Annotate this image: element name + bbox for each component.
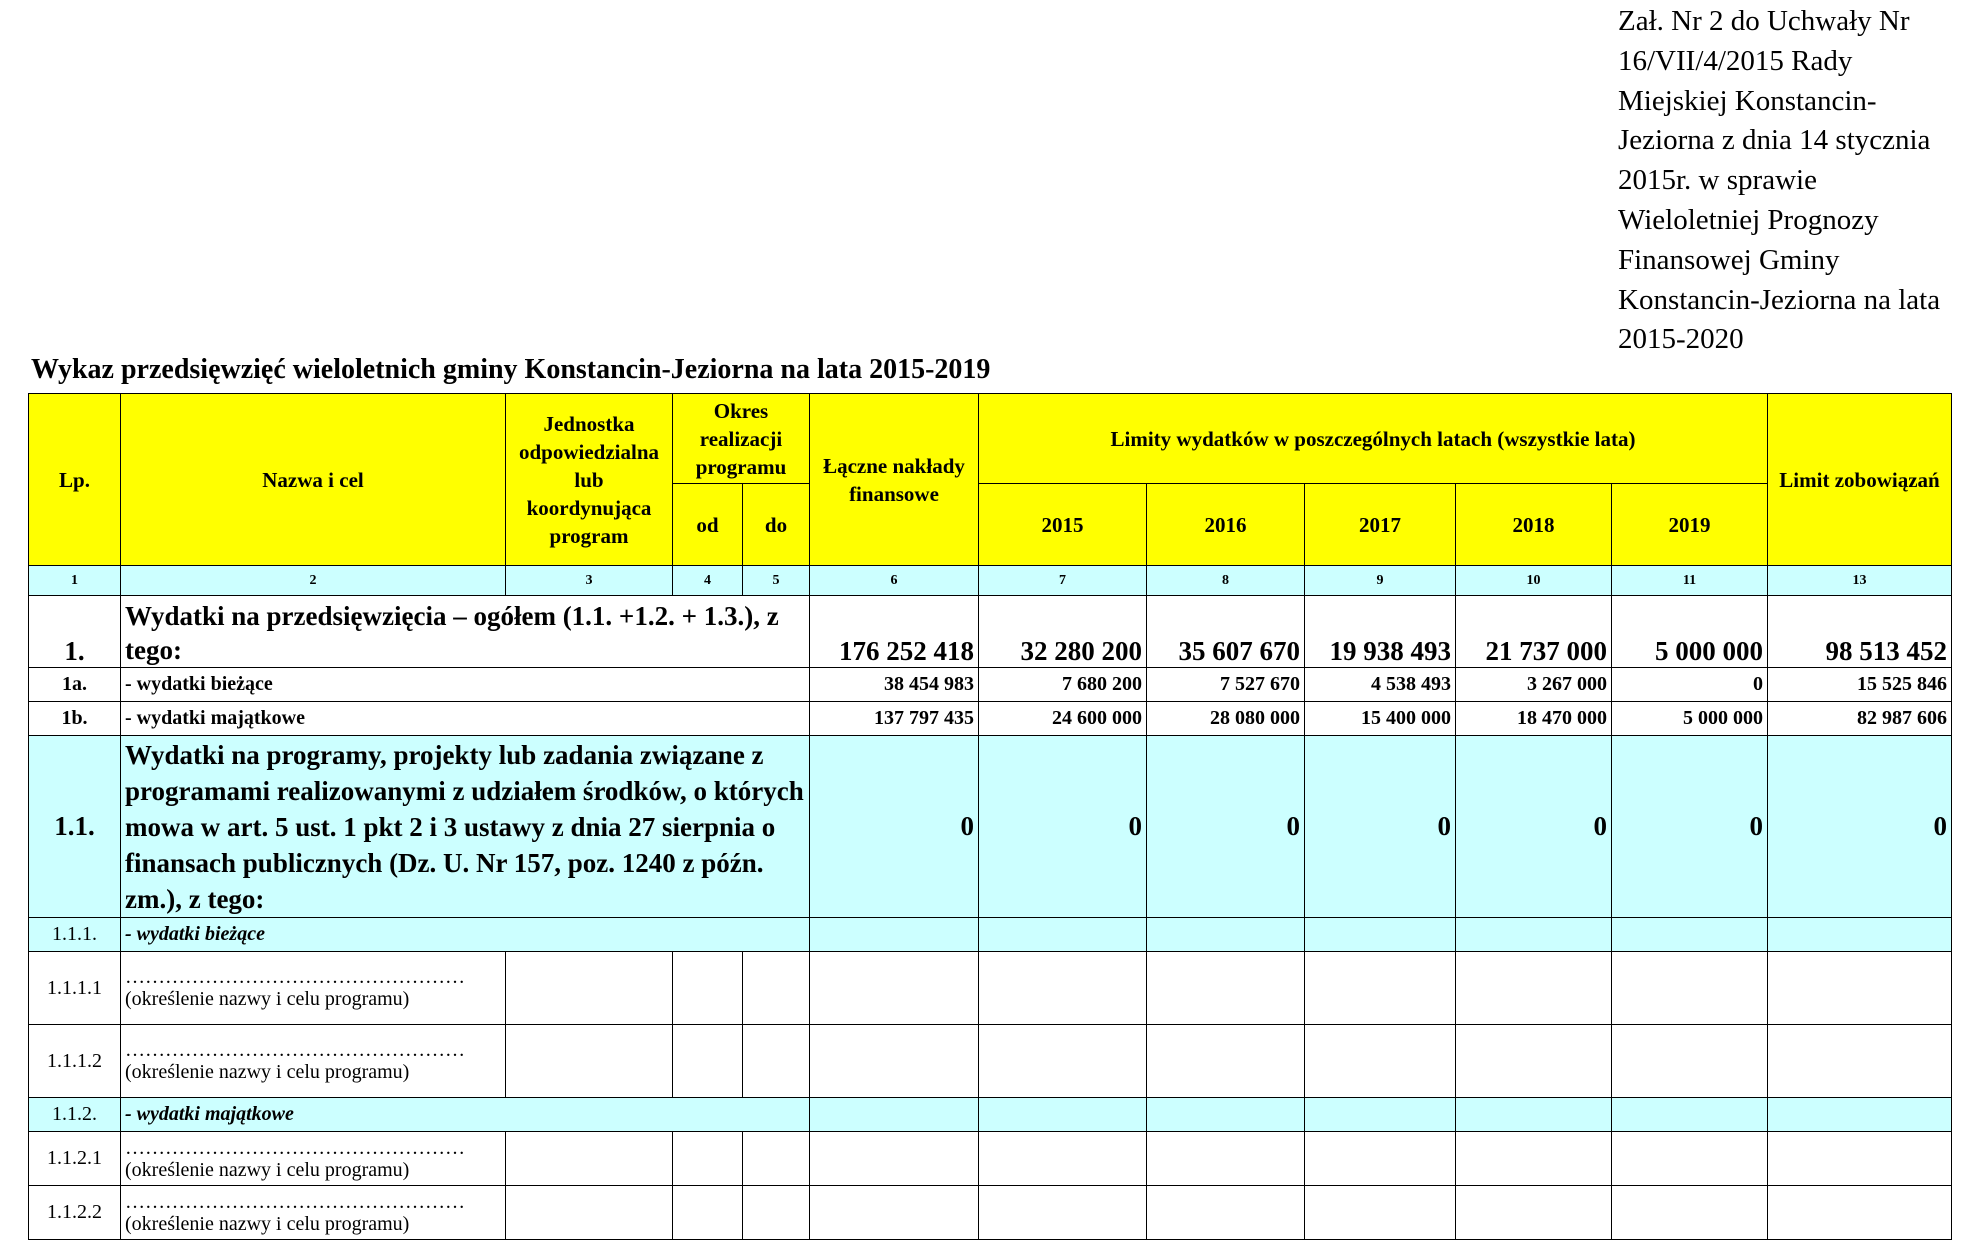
value-cell: 24 600 000 [979, 702, 1147, 736]
row-lp: 1.1.1. [29, 918, 121, 952]
empty-cell [979, 1186, 1147, 1240]
empty-cell [1147, 1025, 1305, 1098]
empty-cell [979, 952, 1147, 1025]
row-name: Wydatki na programy, projekty lub zadania związane z programami realizowanymi z udziałem środków, o których mowa w art. 5 ust. 1 pkt 2 i 3 ustawy z dnia 27 sierpnia o finansach publicznych (Dz. U. Nr 157, poz. 1240 z późn. zm.), z tego: [121, 736, 810, 918]
value-cell: 0 [1147, 736, 1305, 918]
empty-cell [506, 1132, 673, 1186]
empty-cell [1768, 918, 1952, 952]
empty-cell [1305, 1098, 1456, 1132]
empty-cell [1612, 952, 1768, 1025]
empty-cell [506, 1186, 673, 1240]
empty-cell [673, 1132, 743, 1186]
empty-cell [1768, 1098, 1952, 1132]
table-row-1b [29, 702, 1952, 736]
row-name: Wydatki na przedsięwzięcia – ogółem (1.1. +1.2. + 1.3.), z tego: [121, 596, 810, 668]
header-lp: Lp. [29, 394, 121, 566]
empty-cell [1147, 1098, 1305, 1132]
table-row-1-1 [29, 736, 1952, 918]
header-od: od [673, 484, 743, 566]
empty-cell [810, 1098, 979, 1132]
empty-cell [673, 952, 743, 1025]
empty-cell [673, 1186, 743, 1240]
empty-cell [673, 1025, 743, 1098]
value-cell: 38 454 983 [810, 668, 979, 702]
table-row-1-1-2-2 [29, 1186, 1952, 1240]
empty-cell [1305, 952, 1456, 1025]
empty-cell [1305, 1025, 1456, 1098]
value-cell: 0 [979, 736, 1147, 918]
row-lp: 1b. [29, 702, 121, 736]
document-title: Wykaz przedsięwzięć wieloletnich gminy Konstancin-Jeziorna na lata 2015-2019 [31, 354, 991, 385]
header-year-2018: 2018 [1456, 484, 1612, 566]
value-cell: 28 080 000 [1147, 702, 1305, 736]
empty-cell [1456, 1186, 1612, 1240]
row-name-cell [121, 1025, 506, 1098]
value-cell: 35 607 670 [1147, 596, 1305, 668]
empty-cell [979, 1132, 1147, 1186]
value-cell: 4 538 493 [1305, 668, 1456, 702]
row-name: (określenie nazwy i celu programu) [125, 988, 410, 1010]
row-name: (określenie nazwy i celu programu) [125, 1212, 410, 1235]
empty-cell [1612, 1025, 1768, 1098]
empty-cell [743, 1025, 810, 1098]
empty-cell [810, 1132, 979, 1186]
row-lp: 1a. [29, 668, 121, 702]
column-number: 7 [979, 566, 1147, 596]
column-number: 10 [1456, 566, 1612, 596]
projects-table [28, 393, 1952, 1240]
empty-cell [1305, 918, 1456, 952]
table-row-total [29, 596, 1952, 668]
empty-cell [810, 918, 979, 952]
empty-cell [506, 1025, 673, 1098]
column-number: 3 [506, 566, 673, 596]
empty-cell [810, 1186, 979, 1240]
row-lp: 1.1.2. [29, 1098, 121, 1132]
column-number-row [29, 566, 1952, 596]
value-cell: 7 527 670 [1147, 668, 1305, 702]
header-laczne: Łączne nakłady finansowe [810, 394, 979, 566]
row-lp: 1.1.2.2 [29, 1186, 121, 1240]
empty-cell [979, 918, 1147, 952]
table-row-1a [29, 668, 1952, 702]
value-cell: 82 987 606 [1768, 702, 1952, 736]
placeholder-dots: …………………………………………… [125, 1039, 465, 1061]
empty-cell [1305, 1132, 1456, 1186]
value-cell: 98 513 452 [1768, 596, 1952, 668]
row-name: - wydatki majątkowe [121, 1098, 810, 1132]
empty-cell [1768, 1186, 1952, 1240]
column-number: 5 [743, 566, 810, 596]
row-name: - wydatki bieżące [121, 668, 810, 702]
column-number: 6 [810, 566, 979, 596]
table-row-1-1-2 [29, 1098, 1952, 1132]
empty-cell [1768, 1025, 1952, 1098]
header-row-1 [29, 394, 1952, 484]
value-cell: 19 938 493 [1305, 596, 1456, 668]
value-cell: 0 [1612, 668, 1768, 702]
empty-cell [1305, 1186, 1456, 1240]
row-name: (określenie nazwy i celu programu) [125, 1158, 410, 1181]
empty-cell [979, 1025, 1147, 1098]
row-name-cell [121, 952, 506, 1025]
empty-cell [1147, 1132, 1305, 1186]
placeholder-dots: …………………………………………… [125, 1190, 465, 1213]
header-year-2017: 2017 [1305, 484, 1456, 566]
column-number: 8 [1147, 566, 1305, 596]
value-cell: 15 400 000 [1305, 702, 1456, 736]
empty-cell [1768, 952, 1952, 1025]
empty-cell [1147, 918, 1305, 952]
row-lp: 1.1. [29, 736, 121, 918]
value-cell: 21 737 000 [1456, 596, 1612, 668]
empty-cell [1768, 1132, 1952, 1186]
header-okres: Okres realizacji programu [673, 394, 810, 484]
column-number: 11 [1612, 566, 1768, 596]
value-cell: 137 797 435 [810, 702, 979, 736]
empty-cell [506, 952, 673, 1025]
value-cell: 18 470 000 [1456, 702, 1612, 736]
value-cell: 0 [1456, 736, 1612, 918]
value-cell: 5 000 000 [1612, 596, 1768, 668]
table-row-1-1-2-1 [29, 1132, 1952, 1186]
empty-cell [1456, 952, 1612, 1025]
row-lp: 1.1.2.1 [29, 1132, 121, 1186]
empty-cell [1456, 1025, 1612, 1098]
column-number: 1 [29, 566, 121, 596]
column-number: 4 [673, 566, 743, 596]
empty-cell [810, 952, 979, 1025]
row-name: - wydatki bieżące [121, 918, 810, 952]
table-row-1-1-1-1 [29, 952, 1952, 1025]
empty-cell [1612, 918, 1768, 952]
row-lp: 1. [29, 596, 121, 668]
value-cell: 5 000 000 [1612, 702, 1768, 736]
empty-cell [1456, 1098, 1612, 1132]
empty-cell [1147, 952, 1305, 1025]
column-number: 13 [1768, 566, 1952, 596]
value-cell: 0 [810, 736, 979, 918]
value-cell: 0 [1768, 736, 1952, 918]
empty-cell [1612, 1132, 1768, 1186]
empty-cell [743, 952, 810, 1025]
header-year-2019: 2019 [1612, 484, 1768, 566]
row-name-cell [121, 1186, 506, 1240]
header-year-2016: 2016 [1147, 484, 1305, 566]
header-year-2015: 2015 [979, 484, 1147, 566]
value-cell: 32 280 200 [979, 596, 1147, 668]
row-name-cell [121, 1132, 506, 1186]
value-cell: 176 252 418 [810, 596, 979, 668]
column-number: 2 [121, 566, 506, 596]
table-row-1-1-1-2 [29, 1025, 1952, 1098]
attachment-note: Zał. Nr 2 do Uchwały Nr 16/VII/4/2015 Rady Miejskiej Konstancin-Jeziorna z dnia 14 stycznia 2015r. w sprawie Wieloletniej Prognozy Finansowej Gminy Konstancin-Jeziorna na lata 2015-2020 [1618, 5, 1941, 356]
row-lp: 1.1.1.2 [29, 1025, 121, 1098]
row-name: - wydatki majątkowe [121, 702, 810, 736]
row-lp: 1.1.1.1 [29, 952, 121, 1025]
empty-cell [1612, 1186, 1768, 1240]
placeholder-dots: …………………………………………… [125, 1136, 465, 1159]
placeholder-dots: …………………………………………… [125, 966, 465, 988]
empty-cell [743, 1132, 810, 1186]
value-cell: 7 680 200 [979, 668, 1147, 702]
empty-cell [810, 1025, 979, 1098]
empty-cell [1456, 1132, 1612, 1186]
value-cell: 0 [1612, 736, 1768, 918]
column-number: 9 [1305, 566, 1456, 596]
empty-cell [743, 1186, 810, 1240]
empty-cell [1147, 1186, 1305, 1240]
value-cell: 0 [1305, 736, 1456, 918]
header-jednostka: Jednostka odpowiedzialna lub koordynująca program [506, 394, 673, 566]
table-row-1-1-1 [29, 918, 1952, 952]
header-limit-zobowiazan: Limit zobowiązań [1768, 394, 1952, 566]
empty-cell [1456, 918, 1612, 952]
empty-cell [1612, 1098, 1768, 1132]
header-limity: Limity wydatków w poszczególnych latach (wszystkie lata) [979, 394, 1768, 484]
value-cell: 3 267 000 [1456, 668, 1612, 702]
row-name: (określenie nazwy i celu programu) [125, 1061, 410, 1083]
value-cell: 15 525 846 [1768, 668, 1952, 702]
header-do: do [743, 484, 810, 566]
empty-cell [979, 1098, 1147, 1132]
header-nazwa: Nazwa i cel [121, 394, 506, 566]
